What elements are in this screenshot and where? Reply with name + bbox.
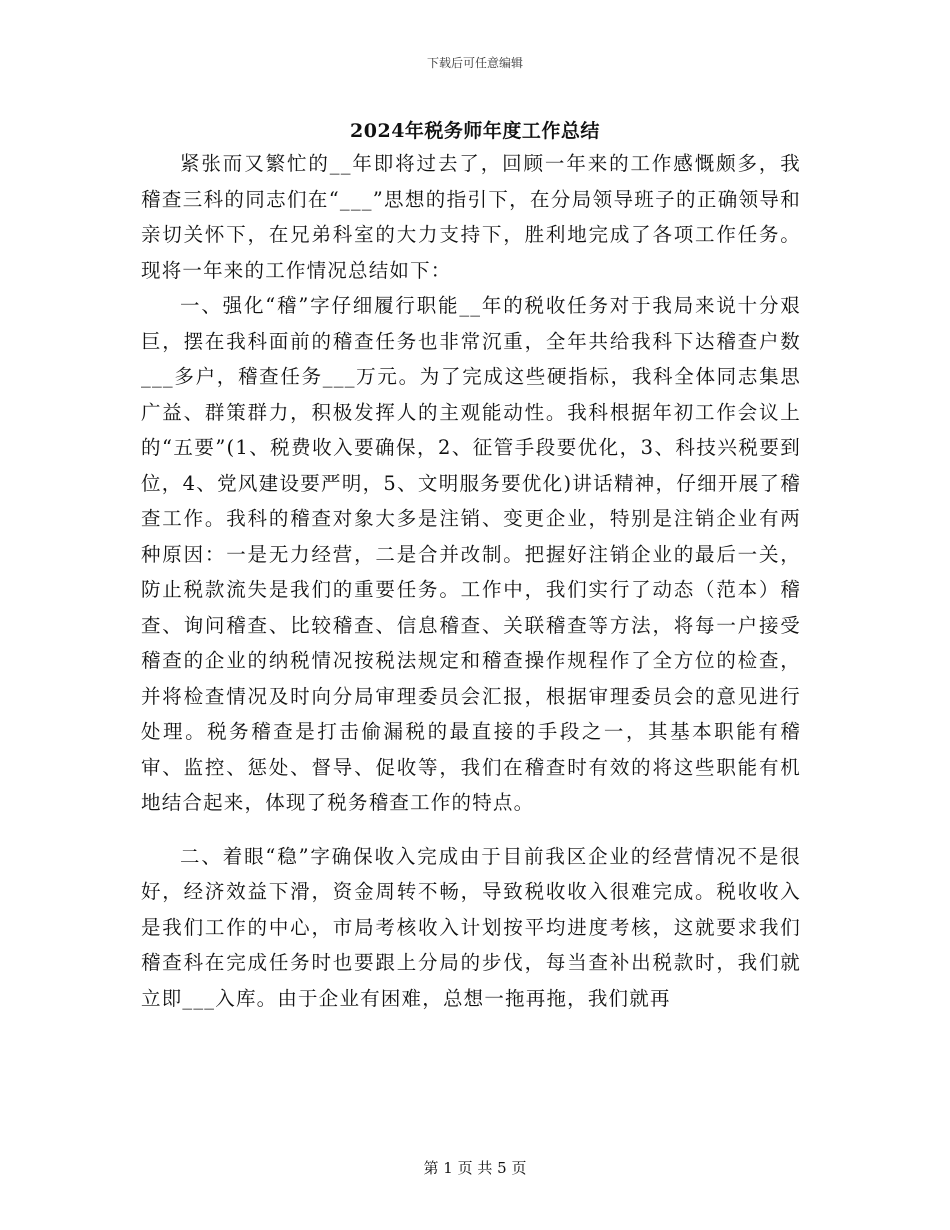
document-title: 2024年税务师年度工作总结 [350,120,600,142]
paragraph-section-2: 二、着眼“稳”字确保收入完成由于目前我区企业的经营情况不是很好，经济效益下滑，资金周转不畅，导致税收收入很难完成。税收收入是我们工作的中心，市局考核收入计划按平均进度考核，这就要求我们稽查科在完成任务时也要跟上分局的步伐，每当查补出税款时，我们就立即___入库。由于企业有困难，总想一拖再拖，我们就再 [141,844,801,1010]
page-footer: 第 1 页 共 5 页 [423,1159,527,1177]
document-body [141,146,801,1016]
paragraph-section-1: 一、强化“稽”字仔细履行职能__年的税收任务对于我局来说十分艰巨，摆在我科面前的稽查任务也非常沉重，全年共给我科下达稽查户数___多户，稽查任务___万元。为了完成这些硬指标，我科全体同志集思广益、群策群力，积极发挥人的主观能动性。我科根据年初工作会议上的“五要”(1、税费收入要确保，2、征管手段要优化，3、科技兴税要到位，4、党风建设要严明，5、文明服务要优化)讲话精神，仔细开展了稽查工作。我科的稽查对象大多是注销、变更企业，特别是注销企业有两种原因：一是无力经营，二是合并改制。把握好注销企业的最后一关，防止税款流失是我们的重要任务。工作中，我们实行了动态（范本）稽查、询问稽查、比较稽查、信息稽查、关联稽查等方法，将每一户接受稽查的企业的纳税情况按税法规定和稽查操作规程作了全方位的检查，并将检查情况及时向分局审理委员会汇报，根据审理委员会的意见进行处理。税务稽查是打击偷漏税的最直接的手段之一，其基本职能有稽审、监控、惩处、督导、促收等，我们在稽查时有效的将这些职能有机地结合起来，体现了税务稽查工作的特点。 [141,294,801,814]
header-note: 下载后可任意编辑 [426,56,523,70]
paragraph-intro: 紧张而又繁忙的__年即将过去了，回顾一年来的工作感慨颇多，我稽查三科的同志们在“___”思想的指引下，在分局领导班子的正确领导和亲切关怀下，在兄弟科室的大力支持下，胜利地完成了各项工作任务。现将一年来的工作情况总结如下： [141,152,801,282]
